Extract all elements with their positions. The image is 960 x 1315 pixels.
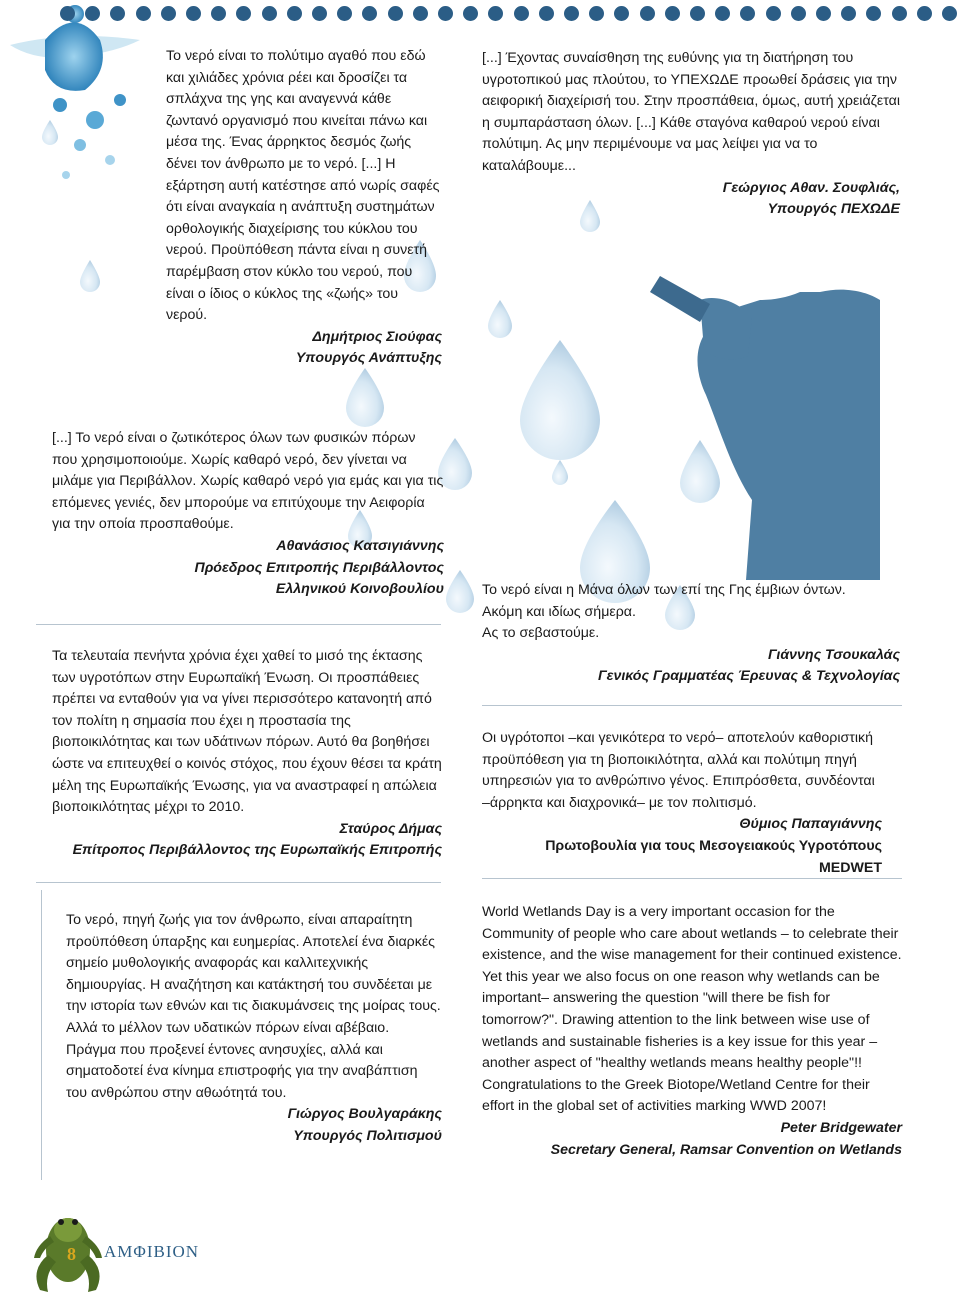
quote-dimas <box>52 646 442 862</box>
header-dot <box>942 6 957 21</box>
quote-text: [...] Έχοντας συναίσθηση της ευθύνης για τη διατήρηση του υγροτοπικού μας πλούτου, το ΥΠΕΧΩΔΕ προωθεί δράσεις για την αειφορική διαχείρισή του. Στην προσπάθεια, όμως, αυτή χρειάζεται η συμπαράσταση όλων. [...] Κάθε σταγόνα καθαρού νερού είναι πολύτιμη. Ας μην περιμένουμε να μας λείψει για να το καταλάβουμε... <box>482 50 901 174</box>
quote-papagiannis <box>482 728 882 879</box>
header-dot <box>161 6 176 21</box>
header-dot <box>766 6 781 21</box>
header-dot <box>892 6 907 21</box>
header-dot <box>60 6 75 21</box>
header-dot <box>287 6 302 21</box>
header-dot <box>665 6 680 21</box>
drinking-man-silhouette <box>650 276 880 580</box>
quote-role: Επίτροπος Περιβάλλοντος της Ευρωπαϊκής Επιτροπής <box>72 842 442 859</box>
quote-text: Τα τελευταία πενήντα χρόνια έχει χαθεί το μισό της έκτασης των υγροτόπων στην Ευρωπαϊκή Ένωση. Οι προσπάθειες πρέπει να ενταθούν για να γίνει περισσότερο κατανοητή από τον πολίτη η σημασία που έχει η προστασία της βιοποικιλότητας και των υδάτινων πόρων. Αυτό θα βοηθήσει ώστε να επιτευχθεί ο κοινός στόχος, που έχουν θέσει τα κράτη μέλη της Ευρωπαϊκής Ένωσης, για να αναστραφεί η απώλεια βιοποικιλότητας μέχρι το 2010. <box>52 648 442 816</box>
header-dot <box>589 6 604 21</box>
quote-text: World Wetlands Day is a very important occasion for the Community of people who care about wetlands – to celebrate their existence, and the wise management for their continued existence. Yet this year we also focus on one reason why wetlands can be important– answering the question "will there be fish for tomorrow?". Drawing attention to the link between wise use of wetlands and sustainable fisheries is a key issue for this year –another aspect of "healthy wetlands means healthy people"!! <box>482 904 902 1072</box>
quote-author: Γεώργιος Αθαν. Σουφλιάς, <box>722 179 900 196</box>
quote-role: Πρωτοβουλία για τους Μεσογειακούς Υγροτόπους MEDWET <box>545 837 882 876</box>
header-dot <box>388 6 403 21</box>
quote-sioufas <box>166 46 442 370</box>
quote-souflias <box>482 48 900 221</box>
header-dot <box>463 6 478 21</box>
quote-line: Ακόμη και ιδίως σήμερα. <box>482 603 636 620</box>
header-dot <box>564 6 579 21</box>
page-number: 8 <box>67 1244 76 1264</box>
divider <box>36 882 441 883</box>
header-dot <box>640 6 655 21</box>
quote-line: Ας το σεβαστούμε. <box>482 625 600 642</box>
header-dot <box>312 6 327 21</box>
header-dot <box>539 6 554 21</box>
quote-bridgewater <box>482 902 902 1161</box>
quote-role: Ελληνικού Κοινοβουλίου <box>275 581 444 598</box>
quote-text: Το νερό είναι το πολύτιμο αγαθό που εδώ και χιλιάδες χρόνια ρέει και δροσίζει τα σπλάχνα της γης και αναγεννά κάθε ζωντανό οργανισμό που κινείται πάνω και μέσα της. Ένας άρρηκτος δεσμός ζωής δένει τον άνθρωπο με το νερό. [...] Η εξάρτηση αυτή κατέστησε από νωρίς σαφές ότι είναι αναγκαία η ανάπτυξη συστημάτων ορθολογικής διαχείρισης του κύκλου του νερού. Προϋπόθεση πάντα είναι η συνετή παρέμβαση στον κύκλο του νερού, που είναι ο ίδιος ο κύκλος της «ζωής» του νερού. <box>166 48 440 324</box>
quote-line: Το νερό είναι η Μάνα όλων των επί της Γης έμβιων όντων. <box>482 582 846 598</box>
header-dot <box>816 6 831 21</box>
quote-role: Υπουργός ΠΕΧΩΔΕ <box>767 201 900 218</box>
header-dot <box>488 6 503 21</box>
quote-voulgarakis <box>66 910 442 1148</box>
header-dot <box>211 6 226 21</box>
quote-role: Γενικός Γραμματέας Έρευνας & Τεχνολογίας <box>598 668 900 685</box>
quote-author: Αθανάσιος Κατσιγιάννης <box>276 537 444 554</box>
quote-role: Υπουργός Πολιτισμού <box>293 1127 442 1144</box>
quote-text: Congratulations to the Greek Biotope/Wetland Centre for their effort in the global set of activities marking WWD 2007! <box>482 1076 870 1115</box>
quote-text: [...] Το νερό είναι ο ζωτικότερος όλων των φυσικών πόρων που χρησιμοποιούμε. Χωρίς καθαρό νερό, δεν γίνεται να μιλάμε για Περιβάλλον. Χωρίς καθαρό νερό για εμάς και για τις επόμενες γενιές, δεν μπορούμε να επιτύχουμε την Αειφορία για την οποία προσπαθούμε. <box>52 430 444 533</box>
divider <box>41 890 42 1180</box>
header-dot <box>438 6 453 21</box>
quote-role: Πρόεδρος Επιτροπής Περιβάλλοντος <box>194 559 444 576</box>
header-dot <box>690 6 705 21</box>
quote-role: Secretary General, Ramsar Convention on Wetlands <box>550 1141 902 1158</box>
header-dot <box>186 6 201 21</box>
header-dot <box>262 6 277 21</box>
quote-tsoukalas <box>482 580 900 688</box>
header-dot <box>110 6 125 21</box>
header-dot-row <box>60 6 960 24</box>
quote-author: Peter Bridgewater <box>780 1119 902 1136</box>
quote-text: Το νερό, πηγή ζωής για τον άνθρωπο, είναι απαραίτητη προϋπόθεση ύπαρξης και ευημερίας. Αποτελεί ένα διαρκές σημείο μυθολογικής αναφοράς και καλλιτεχνικής δημιουργίας. Η αναζήτηση και κατάκτησή του συνδέεται με την ιστορία των εθνών και τις διακυμάνσεις της μοίρας τους. Αλλά το μέλλον των υδατικών πόρων είναι αβέβαιο. Πράγμα που προξενεί έντονες ανησυχίες, αλλά και σηματοδοτεί ένα κίνημα επιστροφής για την αναβάπτιση του ανθρώπου στην αθωότητά του. <box>66 912 441 1101</box>
header-dot <box>337 6 352 21</box>
header-dot <box>236 6 251 21</box>
header-dot <box>362 6 377 21</box>
header-dot <box>614 6 629 21</box>
quote-author: Δημήτριος Σιούφας <box>312 328 442 345</box>
quote-author: Θύμιος Παπαγιάννης <box>739 816 882 833</box>
header-dot <box>85 6 100 21</box>
quote-author: Γιάννης Τσουκαλάς <box>767 646 900 663</box>
header-dot <box>136 6 151 21</box>
header-dot <box>715 6 730 21</box>
header-dot <box>791 6 806 21</box>
divider <box>36 624 441 625</box>
quote-katsigiannis <box>52 428 444 601</box>
header-dot <box>514 6 529 21</box>
divider <box>482 705 902 706</box>
quote-role: Υπουργός Ανάπτυξης <box>295 350 442 367</box>
header-dot <box>413 6 428 21</box>
quote-text: Οι υγρότοποι –και γενικότερα το νερό– αποτελούν καθοριστική προϋπόθεση για τη βιοποικιλότητα, αλλά και πολύτιμη πηγή υπηρεσιών για το ανθρώπινο γένος. Επιπρόσθετα, συνδέονται –άρρηκτα και διαχρονικά– με τον πολιτισμό. <box>482 730 875 811</box>
header-dot <box>917 6 932 21</box>
magazine-title: ΑΜΦΙΒΙΟΝ <box>104 1242 200 1261</box>
quote-author: Σταύρος Δήμας <box>339 820 442 837</box>
header-dot <box>740 6 755 21</box>
water-splash-image <box>10 5 140 179</box>
header-dot <box>866 6 881 21</box>
quote-author: Γιώργος Βουλγαράκης <box>287 1106 442 1123</box>
header-dot <box>841 6 856 21</box>
